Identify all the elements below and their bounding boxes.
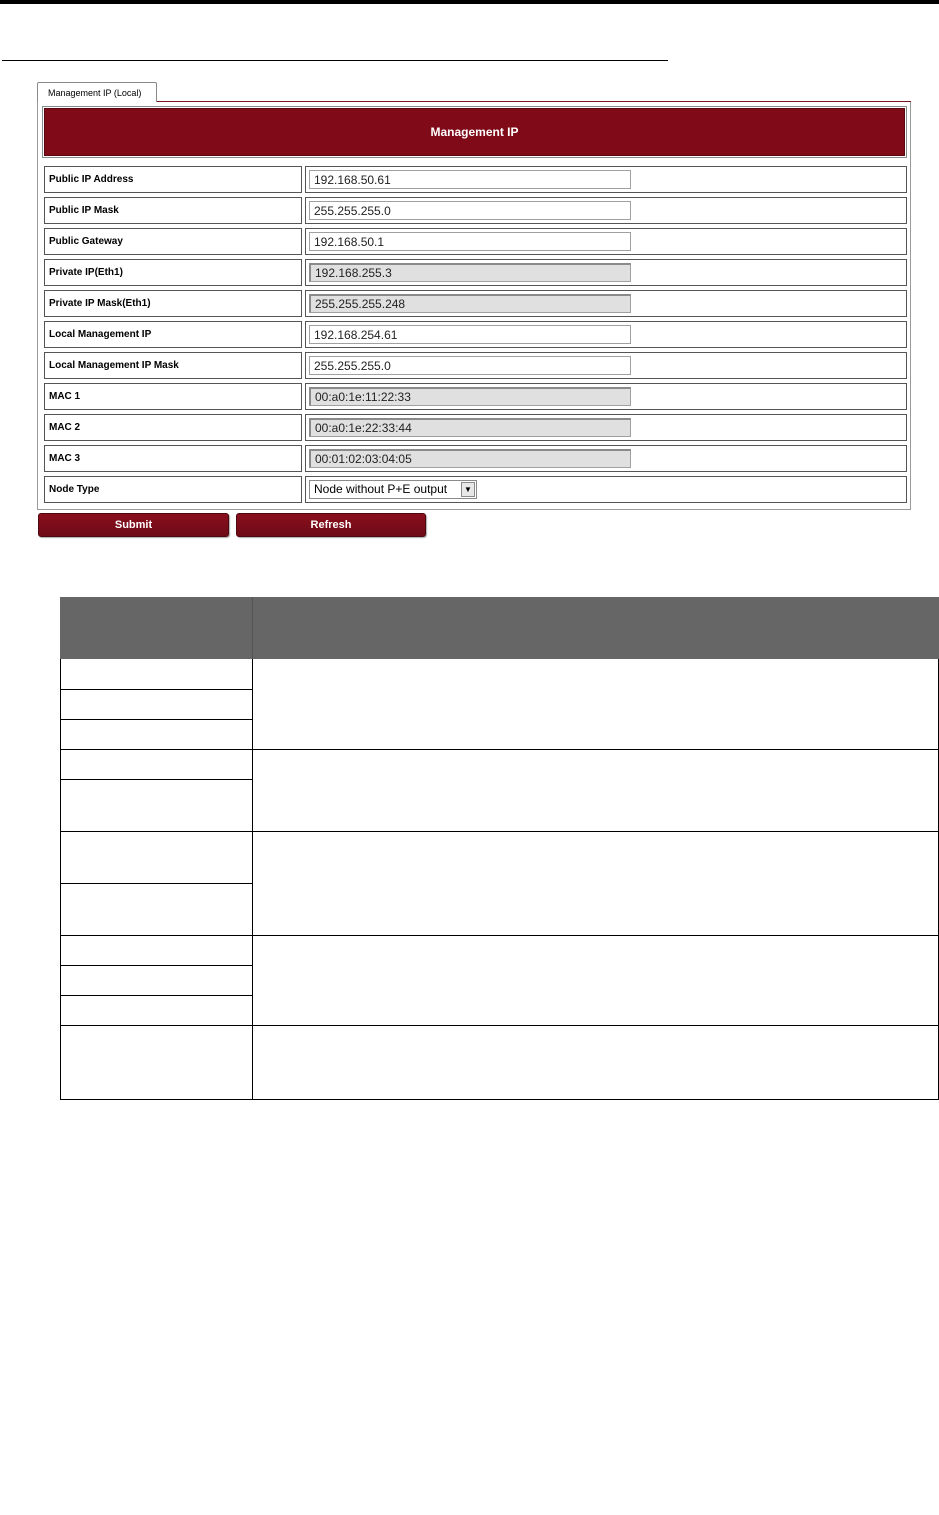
field-row-mac-2 <box>42 412 908 443</box>
field-value-cell <box>305 352 907 379</box>
group-divider <box>60 935 939 936</box>
field-label: Private IP Mask(Eth1) <box>44 290 302 317</box>
top-rule <box>0 0 939 4</box>
tab-management-ip-local[interactable]: Management IP (Local) <box>37 82 157 102</box>
field-row-local-management-ip-mask <box>42 350 908 381</box>
public-ip-mask-input[interactable] <box>309 201 631 220</box>
mac-3-input <box>309 449 631 468</box>
field-value-cell <box>305 383 907 410</box>
field-label: Local Management IP <box>44 321 302 348</box>
field-label: MAC 2 <box>44 414 302 441</box>
field-value-cell <box>305 414 907 441</box>
field-label: Public Gateway <box>44 228 302 255</box>
row-divider <box>60 965 252 966</box>
field-value-cell <box>305 259 907 286</box>
field-row-node-type <box>42 474 908 505</box>
field-label: Public IP Address <box>44 166 302 193</box>
field-row-public-ip-address <box>42 164 908 195</box>
column-divider <box>252 659 253 1100</box>
field-row-public-gateway <box>42 226 908 257</box>
group-divider <box>60 749 939 750</box>
panel-title: Management IP <box>44 108 905 156</box>
row-divider <box>60 779 252 780</box>
field-row-private-ip-eth1 <box>42 257 908 288</box>
field-label: Private IP(Eth1) <box>44 259 302 286</box>
header-column-divider <box>252 597 253 659</box>
field-row-local-management-ip <box>42 319 908 350</box>
submit-button[interactable]: Submit <box>38 513 229 537</box>
mac-2-input <box>309 418 631 437</box>
field-label: Local Management IP Mask <box>44 352 302 379</box>
node-type-select[interactable] <box>309 480 477 499</box>
group-divider <box>60 831 939 832</box>
description-table-body <box>60 659 939 1100</box>
field-row-public-ip-mask <box>42 195 908 226</box>
description-table-header <box>60 597 939 659</box>
field-value-cell <box>305 445 907 472</box>
node-type-selected-value: Node without P+E output <box>314 482 448 496</box>
chevron-down-icon[interactable]: ▼ <box>461 482 475 497</box>
management-ip-panel <box>37 102 911 510</box>
mac-1-input <box>309 387 631 406</box>
row-divider <box>60 719 252 720</box>
field-row-private-ip-mask-eth1 <box>42 288 908 319</box>
field-value-cell <box>305 321 907 348</box>
field-value-cell <box>305 197 907 224</box>
row-divider <box>60 689 252 690</box>
private-ip-eth1-input <box>309 263 631 282</box>
refresh-button[interactable]: Refresh <box>236 513 426 537</box>
private-ip-mask-eth1-input <box>309 294 631 313</box>
description-table <box>60 597 939 1100</box>
local-management-ip-mask-input[interactable] <box>309 356 631 375</box>
field-value-cell <box>305 166 907 193</box>
field-label: Node Type <box>44 476 302 503</box>
field-row-mac-3 <box>42 443 908 474</box>
local-management-ip-input[interactable] <box>309 325 631 344</box>
public-gateway-input[interactable] <box>309 232 631 251</box>
field-label: Public IP Mask <box>44 197 302 224</box>
row-divider <box>60 883 252 884</box>
group-divider <box>60 1025 939 1026</box>
field-value-cell <box>305 228 907 255</box>
field-value-cell <box>305 476 907 503</box>
field-row-mac-1 <box>42 381 908 412</box>
field-label: MAC 1 <box>44 383 302 410</box>
field-value-cell <box>305 290 907 317</box>
public-ip-address-input[interactable] <box>309 170 631 189</box>
field-rows <box>42 164 908 505</box>
row-divider <box>60 995 252 996</box>
field-label: MAC 3 <box>44 445 302 472</box>
title-rule <box>2 60 668 61</box>
